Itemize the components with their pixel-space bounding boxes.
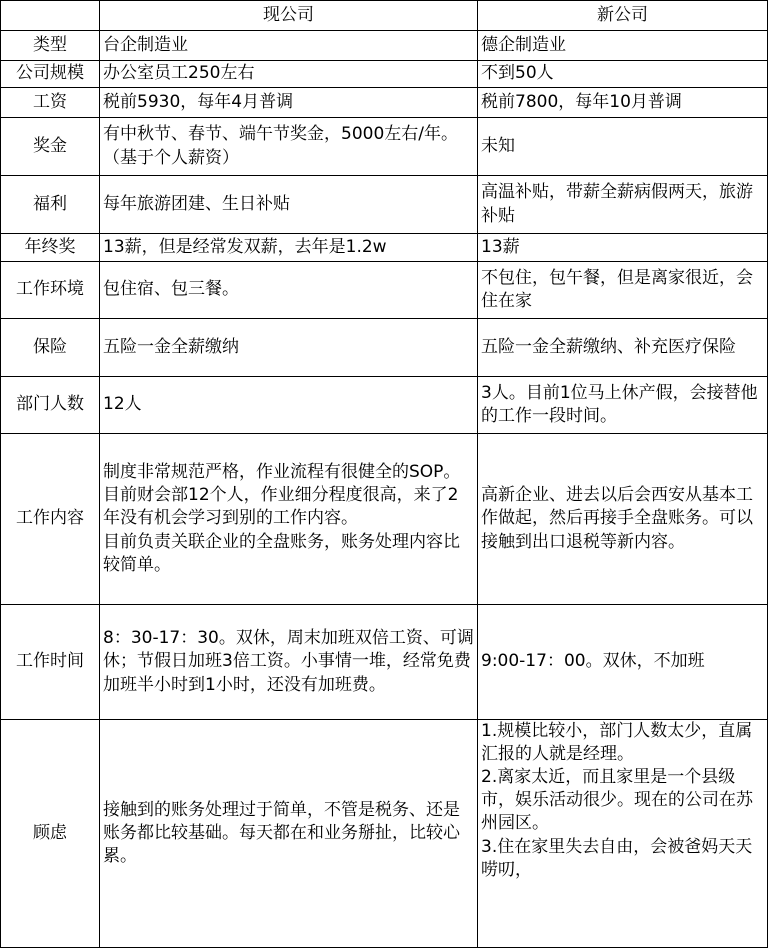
table-row-department-size <box>1 377 768 434</box>
new-company-cell: 德企制造业 <box>478 31 768 61</box>
table-row-work-hours <box>1 605 768 720</box>
current-company-header: 现公司 <box>100 1 478 31</box>
concern-item: 1.规模比较小，部门人数太少，直属汇报的人就是经理。 <box>481 721 753 765</box>
concern-item: 2.离家太近，而且家里是一个县级市，娱乐活动很少。现在的公司在苏州园区。 <box>481 767 753 834</box>
current-company-cell: 包住宿、包三餐。 <box>100 262 478 319</box>
job-content-paragraph: 目前负责关联企业的全盘账务，账务处理内容比较简单。 <box>103 531 460 575</box>
current-company-cell: 13薪，但是经常发双薪，去年是1.2w <box>100 234 478 262</box>
table-row-scale <box>1 61 768 88</box>
current-company-cell: 每年旅游团建、生日补贴 <box>100 176 478 234</box>
current-company-cell: 税前5930，每年4月普调 <box>100 88 478 118</box>
current-company-cell: 接触到的账务处理过于简单，不管是税务、还是账务都比较基础。每天都在和业务掰扯，比较心累。 <box>100 720 478 948</box>
row-label: 顾虑 <box>1 720 100 948</box>
current-company-cell: 有中秋节、春节、端午节奖金，5000左右/年。（基于个人薪资） <box>100 118 478 176</box>
new-company-cell: 9:00-17：00。双休，不加班 <box>478 605 768 720</box>
row-label: 福利 <box>1 176 100 234</box>
new-company-cell: 高新企业、进去以后会西安从基本工作做起，然后再接手全盘账务。可以接触到出口退税等新内容。 <box>478 434 768 605</box>
current-company-cell <box>100 434 478 605</box>
row-label: 保险 <box>1 319 100 377</box>
table-row-year-end-bonus <box>1 234 768 262</box>
current-company-cell: 8：30-17：30。双休，周末加班双倍工资、可调休；节假日加班3倍工资。小事情一堆，经常免费加班半小时到1小时，还没有加班费。 <box>100 605 478 720</box>
row-label: 年终奖 <box>1 234 100 262</box>
new-company-cell: 3人。目前1位马上休产假，会接替他的工作一段时间。 <box>478 377 768 434</box>
table-row-bonus <box>1 118 768 176</box>
row-label: 工作内容 <box>1 434 100 605</box>
row-label: 类型 <box>1 31 100 61</box>
row-label: 部门人数 <box>1 377 100 434</box>
table-row-work-environment <box>1 262 768 319</box>
current-company-cell: 12人 <box>100 377 478 434</box>
new-company-cell: 五险一金全薪缴纳、补充医疗保险 <box>478 319 768 377</box>
table-row-benefits <box>1 176 768 234</box>
new-company-cell: 未知 <box>478 118 768 176</box>
table-row-job-content <box>1 434 768 605</box>
header-row <box>1 1 768 31</box>
row-label: 奖金 <box>1 118 100 176</box>
new-company-cell: 高温补贴，带薪全薪病假两天，旅游补贴 <box>478 176 768 234</box>
concern-item: 3.住在家里失去自由，会被爸妈天天唠叨， <box>481 836 753 880</box>
current-company-cell: 五险一金全薪缴纳 <box>100 319 478 377</box>
corner-cell <box>1 1 100 31</box>
new-company-cell <box>478 720 768 948</box>
new-company-cell: 税前7800，每年10月普调 <box>478 88 768 118</box>
new-company-cell: 13薪 <box>478 234 768 262</box>
row-label: 工作时间 <box>1 605 100 720</box>
row-label: 工资 <box>1 88 100 118</box>
new-company-cell: 不包住，包午餐，但是离家很近，会住在家 <box>478 262 768 319</box>
new-company-header: 新公司 <box>478 1 768 31</box>
row-label: 公司规模 <box>1 61 100 88</box>
table-row-insurance <box>1 319 768 377</box>
table-row-concerns <box>1 720 768 948</box>
job-content-paragraph: 制度非常规范严格，作业流程有很健全的SOP。目前财会部12个人，作业细分程度很高，来了2年没有机会学习到别的工作内容。 <box>103 462 461 529</box>
current-company-cell: 办公室员工250左右 <box>100 61 478 88</box>
table-row-salary <box>1 88 768 118</box>
current-company-cell: 台企制造业 <box>100 31 478 61</box>
row-label: 工作环境 <box>1 262 100 319</box>
table-row-type <box>1 31 768 61</box>
new-company-cell: 不到50人 <box>478 61 768 88</box>
